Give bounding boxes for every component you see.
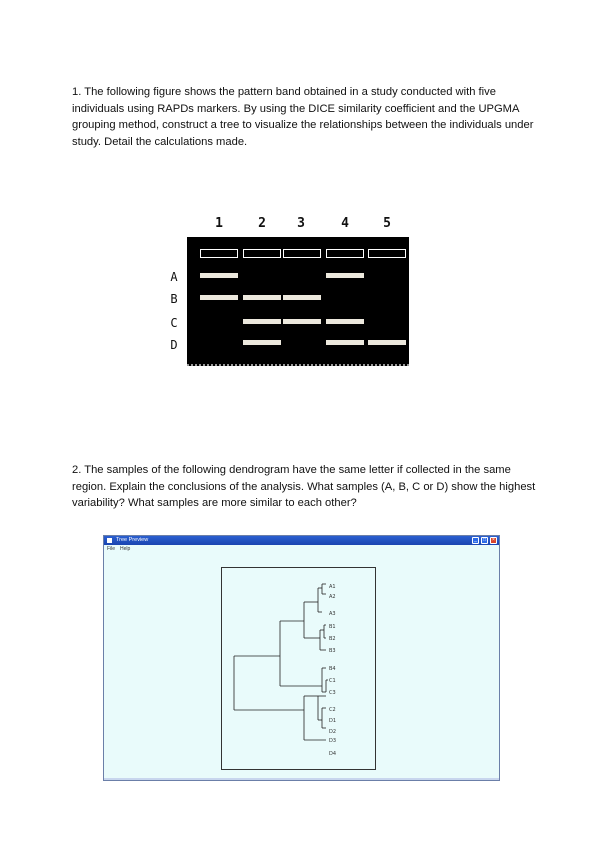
lane-label-4: 4 <box>341 216 349 231</box>
gel-well-4 <box>326 249 364 258</box>
maximize-button[interactable]: □ <box>482 537 487 543</box>
row-label-a: A <box>170 270 178 284</box>
lane-label-2: 2 <box>258 216 266 231</box>
gel-band-d-4 <box>326 340 364 345</box>
gel-well-2 <box>243 249 281 258</box>
lane-label-1: 1 <box>215 216 223 231</box>
leaf-label-a2: A2 <box>329 594 336 600</box>
lane-label-5: 5 <box>383 216 391 231</box>
row-label-b: B <box>170 292 178 306</box>
leaf-label-c1: C1 <box>329 678 336 684</box>
dendrogram-panel <box>221 567 376 770</box>
gel-band-d-2 <box>243 340 281 345</box>
question-2-text: 2. The samples of the following dendrogram have the same letter if collected in the same region. Explain the conclusions of the analysis. What samples (A, B, C or D) show the highest variability? What samples are more similar to each other? <box>72 464 536 509</box>
window-title: Tree Preview <box>116 537 149 543</box>
lane-label-3: 3 <box>297 216 305 231</box>
gel-band-b-1 <box>200 295 238 300</box>
gel-background <box>187 237 409 366</box>
gel-band-a-1 <box>200 273 238 278</box>
leaf-label-b3: B3 <box>329 648 336 654</box>
gel-well-5 <box>368 249 406 258</box>
gel-well-3 <box>283 249 321 258</box>
gel-band-c-3 <box>283 319 321 324</box>
leaf-label-b4: B4 <box>329 666 336 672</box>
gel-band-d-5 <box>368 340 406 345</box>
gel-band-b-2 <box>243 295 281 300</box>
close-button[interactable]: × <box>490 537 497 544</box>
leaf-label-b2: B2 <box>329 636 336 642</box>
gel-band-b-3 <box>283 295 321 300</box>
leaf-label-d2: D2 <box>329 729 337 735</box>
leaf-label-d4: D4 <box>329 751 337 757</box>
leaf-label-a1: A1 <box>329 584 336 590</box>
menu-help[interactable]: Help <box>120 546 131 552</box>
leaf-label-a3: A3 <box>329 611 336 617</box>
menu-bar <box>104 545 499 553</box>
app-icon <box>107 538 112 543</box>
row-label-c: C <box>170 316 178 330</box>
gel-band-a-4 <box>326 273 364 278</box>
gel-band-c-4 <box>326 319 364 324</box>
title-bar <box>104 536 499 545</box>
tree-preview-window <box>103 535 500 781</box>
gel-band-c-2 <box>243 319 281 324</box>
leaf-label-d3: D3 <box>329 738 337 744</box>
leaf-label-c3: C3 <box>329 690 336 696</box>
question-1-text: 1. The following figure shows the pattern band obtained in a study conducted with five individuals using RAPDs markers. By using the DICE similarity coefficient and the UPGMA grouping method, construct a tree to visualize the relationships between the individuals under study. Detail the calculations made. <box>72 86 534 148</box>
gel-well-1 <box>200 249 238 258</box>
window-bottom-edge <box>104 778 499 780</box>
rapd-gel-figure <box>160 208 430 378</box>
leaf-label-c2: C2 <box>329 707 336 713</box>
minimize-button[interactable]: _ <box>472 537 479 544</box>
dendrogram <box>222 568 375 769</box>
leaf-label-b1: B1 <box>329 624 336 630</box>
menu-file[interactable]: File <box>107 546 116 552</box>
leaf-label-d1: D1 <box>329 718 337 724</box>
row-label-d: D <box>170 338 178 352</box>
